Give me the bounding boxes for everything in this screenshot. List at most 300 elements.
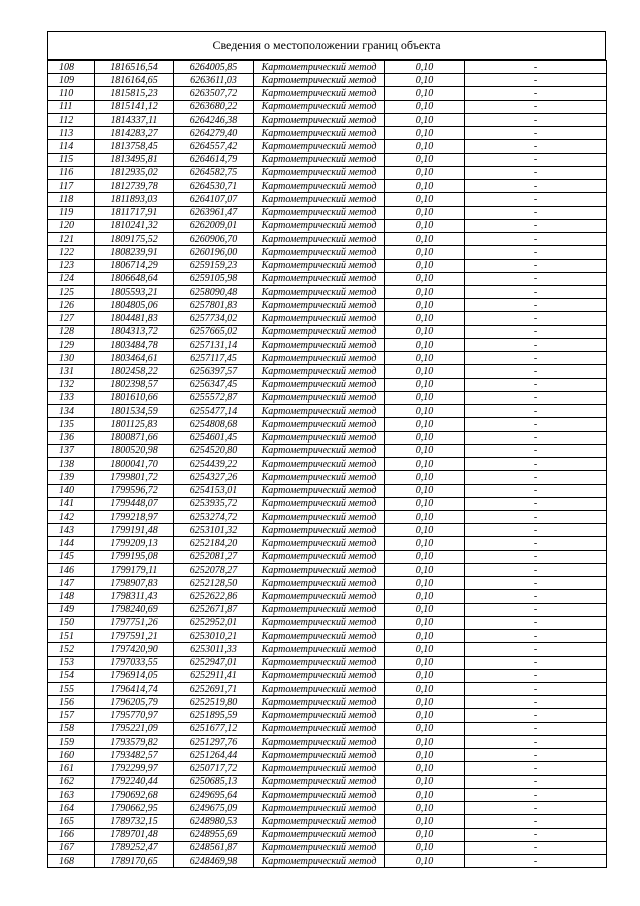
table-row <box>48 74 607 87</box>
accuracy-cell: 0,10 <box>385 140 465 153</box>
point-number-cell: 167 <box>48 841 95 854</box>
table-row <box>48 788 607 801</box>
accuracy-cell: 0,10 <box>385 828 465 841</box>
method-cell: Картометрический метод <box>254 497 385 510</box>
coord-x-cell: 1811717,91 <box>95 206 174 219</box>
coord-y-cell: 6248955,69 <box>174 828 254 841</box>
method-cell: Картометрический метод <box>254 616 385 629</box>
point-number-cell: 142 <box>48 510 95 523</box>
table-row <box>48 577 607 590</box>
table-row <box>48 325 607 338</box>
method-cell: Картометрический метод <box>254 709 385 722</box>
table-row <box>48 683 607 696</box>
accuracy-cell: 0,10 <box>385 166 465 179</box>
point-number-cell: 164 <box>48 802 95 815</box>
point-number-cell: 145 <box>48 550 95 563</box>
accuracy-cell: 0,10 <box>385 749 465 762</box>
description-cell: - <box>465 497 607 510</box>
coord-y-cell: 6251297,76 <box>174 735 254 748</box>
description-cell: - <box>465 233 607 246</box>
coord-y-cell: 6253274,72 <box>174 510 254 523</box>
description-cell: - <box>465 683 607 696</box>
coord-x-cell: 1792240,44 <box>95 775 174 788</box>
method-cell: Картометрический метод <box>254 378 385 391</box>
point-number-cell: 122 <box>48 246 95 259</box>
table-row <box>48 828 607 841</box>
coord-x-cell: 1803464,61 <box>95 352 174 365</box>
coord-y-cell: 6259105,98 <box>174 272 254 285</box>
coord-x-cell: 1797033,55 <box>95 656 174 669</box>
coord-y-cell: 6263680,22 <box>174 100 254 113</box>
method-cell: Картометрический метод <box>254 550 385 563</box>
accuracy-cell: 0,10 <box>385 418 465 431</box>
coord-x-cell: 1790662,95 <box>95 802 174 815</box>
description-cell: - <box>465 352 607 365</box>
description-cell: - <box>465 550 607 563</box>
table-row <box>48 656 607 669</box>
method-cell: Картометрический метод <box>254 312 385 325</box>
description-cell: - <box>465 365 607 378</box>
accuracy-cell: 0,10 <box>385 325 465 338</box>
point-number-cell: 166 <box>48 828 95 841</box>
description-cell: - <box>465 603 607 616</box>
point-number-cell: 110 <box>48 87 95 100</box>
accuracy-cell: 0,10 <box>385 272 465 285</box>
point-number-cell: 152 <box>48 643 95 656</box>
accuracy-cell: 0,10 <box>385 246 465 259</box>
description-cell: - <box>465 113 607 126</box>
method-cell: Картометрический метод <box>254 855 385 868</box>
coord-x-cell: 1799218,97 <box>95 510 174 523</box>
point-number-cell: 159 <box>48 735 95 748</box>
method-cell: Картометрический метод <box>254 193 385 206</box>
point-number-cell: 158 <box>48 722 95 735</box>
accuracy-cell: 0,10 <box>385 458 465 471</box>
point-number-cell: 112 <box>48 113 95 126</box>
coord-x-cell: 1798907,83 <box>95 577 174 590</box>
method-cell: Картометрический метод <box>254 100 385 113</box>
description-cell: - <box>465 193 607 206</box>
method-cell: Картометрический метод <box>254 352 385 365</box>
coord-x-cell: 1804313,72 <box>95 325 174 338</box>
method-cell: Картометрический метод <box>254 113 385 126</box>
coordinates-table-body <box>48 61 607 868</box>
point-number-cell: 131 <box>48 365 95 378</box>
accuracy-cell: 0,10 <box>385 471 465 484</box>
accuracy-cell: 0,10 <box>385 669 465 682</box>
description-cell: - <box>465 669 607 682</box>
table-row <box>48 815 607 828</box>
method-cell: Картометрический метод <box>254 74 385 87</box>
accuracy-cell: 0,10 <box>385 405 465 418</box>
coord-y-cell: 6256347,45 <box>174 378 254 391</box>
coord-x-cell: 1809175,52 <box>95 233 174 246</box>
coord-y-cell: 6257734,02 <box>174 312 254 325</box>
description-cell: - <box>465 325 607 338</box>
coord-x-cell: 1813495,81 <box>95 153 174 166</box>
description-cell: - <box>465 616 607 629</box>
table-row <box>48 259 607 272</box>
coord-y-cell: 6264614,79 <box>174 153 254 166</box>
method-cell: Картометрический метод <box>254 87 385 100</box>
point-number-cell: 135 <box>48 418 95 431</box>
table-row <box>48 696 607 709</box>
method-cell: Картометрический метод <box>254 405 385 418</box>
method-cell: Картометрический метод <box>254 140 385 153</box>
description-cell: - <box>465 630 607 643</box>
point-number-cell: 149 <box>48 603 95 616</box>
table-row <box>48 338 607 351</box>
method-cell: Картометрический метод <box>254 484 385 497</box>
table-row <box>48 378 607 391</box>
accuracy-cell: 0,10 <box>385 299 465 312</box>
point-number-cell: 118 <box>48 193 95 206</box>
coord-x-cell: 1795221,09 <box>95 722 174 735</box>
coord-x-cell: 1790692,68 <box>95 788 174 801</box>
coord-y-cell: 6257117,45 <box>174 352 254 365</box>
description-cell: - <box>465 405 607 418</box>
coord-x-cell: 1799448,07 <box>95 497 174 510</box>
point-number-cell: 130 <box>48 352 95 365</box>
table-row <box>48 630 607 643</box>
description-cell: - <box>465 563 607 576</box>
method-cell: Картометрический метод <box>254 444 385 457</box>
coord-y-cell: 6251264,44 <box>174 749 254 762</box>
description-cell: - <box>465 431 607 444</box>
description-cell: - <box>465 418 607 431</box>
table-row <box>48 352 607 365</box>
coord-y-cell: 6249695,64 <box>174 788 254 801</box>
coord-x-cell: 1802458,22 <box>95 365 174 378</box>
method-cell: Картометрический метод <box>254 391 385 404</box>
accuracy-cell: 0,10 <box>385 683 465 696</box>
point-number-cell: 161 <box>48 762 95 775</box>
coord-x-cell: 1806648,64 <box>95 272 174 285</box>
table-row <box>48 616 607 629</box>
point-number-cell: 153 <box>48 656 95 669</box>
point-number-cell: 127 <box>48 312 95 325</box>
table-row <box>48 418 607 431</box>
accuracy-cell: 0,10 <box>385 577 465 590</box>
coord-x-cell: 1799209,13 <box>95 537 174 550</box>
point-number-cell: 119 <box>48 206 95 219</box>
table-row <box>48 153 607 166</box>
coord-y-cell: 6262009,01 <box>174 219 254 232</box>
method-cell: Картометрический метод <box>254 683 385 696</box>
point-number-cell: 109 <box>48 74 95 87</box>
table-row <box>48 524 607 537</box>
coord-y-cell: 6256397,57 <box>174 365 254 378</box>
point-number-cell: 146 <box>48 563 95 576</box>
coord-x-cell: 1804805,06 <box>95 299 174 312</box>
accuracy-cell: 0,10 <box>385 510 465 523</box>
coord-y-cell: 6264005,85 <box>174 61 254 74</box>
coord-y-cell: 6248980,53 <box>174 815 254 828</box>
table-row <box>48 841 607 854</box>
method-cell: Картометрический метод <box>254 815 385 828</box>
point-number-cell: 134 <box>48 405 95 418</box>
description-cell: - <box>465 312 607 325</box>
accuracy-cell: 0,10 <box>385 603 465 616</box>
coord-y-cell: 6259159,23 <box>174 259 254 272</box>
point-number-cell: 151 <box>48 630 95 643</box>
description-cell: - <box>465 590 607 603</box>
method-cell: Картометрический метод <box>254 166 385 179</box>
accuracy-cell: 0,10 <box>385 61 465 74</box>
point-number-cell: 150 <box>48 616 95 629</box>
method-cell: Картометрический метод <box>254 299 385 312</box>
coord-x-cell: 1810241,32 <box>95 219 174 232</box>
description-cell: - <box>465 828 607 841</box>
coord-y-cell: 6263961,47 <box>174 206 254 219</box>
point-number-cell: 141 <box>48 497 95 510</box>
description-cell: - <box>465 338 607 351</box>
table-row <box>48 458 607 471</box>
table-row <box>48 550 607 563</box>
coord-x-cell: 1789732,15 <box>95 815 174 828</box>
method-cell: Картометрический метод <box>254 656 385 669</box>
accuracy-cell: 0,10 <box>385 444 465 457</box>
accuracy-cell: 0,10 <box>385 841 465 854</box>
method-cell: Картометрический метод <box>254 338 385 351</box>
accuracy-cell: 0,10 <box>385 524 465 537</box>
coord-x-cell: 1813758,45 <box>95 140 174 153</box>
coord-x-cell: 1789701,48 <box>95 828 174 841</box>
table-row <box>48 669 607 682</box>
coord-x-cell: 1798311,43 <box>95 590 174 603</box>
description-cell: - <box>465 696 607 709</box>
point-number-cell: 117 <box>48 180 95 193</box>
coord-x-cell: 1801125,83 <box>95 418 174 431</box>
description-cell: - <box>465 127 607 140</box>
description-cell: - <box>465 140 607 153</box>
table-row <box>48 127 607 140</box>
table-row <box>48 735 607 748</box>
table-row <box>48 497 607 510</box>
point-number-cell: 140 <box>48 484 95 497</box>
coord-x-cell: 1797591,21 <box>95 630 174 643</box>
method-cell: Картометрический метод <box>254 669 385 682</box>
point-number-cell: 162 <box>48 775 95 788</box>
point-number-cell: 115 <box>48 153 95 166</box>
point-number-cell: 147 <box>48 577 95 590</box>
point-number-cell: 138 <box>48 458 95 471</box>
coord-y-cell: 6260196,00 <box>174 246 254 259</box>
method-cell: Картометрический метод <box>254 510 385 523</box>
method-cell: Картометрический метод <box>254 603 385 616</box>
accuracy-cell: 0,10 <box>385 643 465 656</box>
coord-y-cell: 6252078,27 <box>174 563 254 576</box>
coord-y-cell: 6255477,14 <box>174 405 254 418</box>
point-number-cell: 128 <box>48 325 95 338</box>
table-row <box>48 113 607 126</box>
accuracy-cell: 0,10 <box>385 802 465 815</box>
accuracy-cell: 0,10 <box>385 590 465 603</box>
point-number-cell: 126 <box>48 299 95 312</box>
point-number-cell: 168 <box>48 855 95 868</box>
accuracy-cell: 0,10 <box>385 100 465 113</box>
table-row <box>48 312 607 325</box>
description-cell: - <box>465 510 607 523</box>
coord-y-cell: 6252519,80 <box>174 696 254 709</box>
coord-x-cell: 1792299,97 <box>95 762 174 775</box>
method-cell: Картометрический метод <box>254 272 385 285</box>
accuracy-cell: 0,10 <box>385 696 465 709</box>
coord-x-cell: 1793482,57 <box>95 749 174 762</box>
method-cell: Картометрический метод <box>254 471 385 484</box>
accuracy-cell: 0,10 <box>385 484 465 497</box>
method-cell: Картометрический метод <box>254 206 385 219</box>
table-row <box>48 510 607 523</box>
coord-y-cell: 6252911,41 <box>174 669 254 682</box>
point-number-cell: 137 <box>48 444 95 457</box>
coord-y-cell: 6249675,09 <box>174 802 254 815</box>
coord-y-cell: 6253935,72 <box>174 497 254 510</box>
method-cell: Картометрический метод <box>254 418 385 431</box>
description-cell: - <box>465 378 607 391</box>
table-row <box>48 166 607 179</box>
description-cell: - <box>465 788 607 801</box>
accuracy-cell: 0,10 <box>385 259 465 272</box>
table-row <box>48 722 607 735</box>
method-cell: Картометрический метод <box>254 775 385 788</box>
coord-y-cell: 6252947,01 <box>174 656 254 669</box>
method-cell: Картометрический метод <box>254 458 385 471</box>
description-cell: - <box>465 577 607 590</box>
description-cell: - <box>465 100 607 113</box>
description-cell: - <box>465 855 607 868</box>
table-row <box>48 61 607 74</box>
table-row <box>48 285 607 298</box>
table-row <box>48 272 607 285</box>
coord-y-cell: 6258090,48 <box>174 285 254 298</box>
method-cell: Картометрический метод <box>254 365 385 378</box>
coord-x-cell: 1811893,03 <box>95 193 174 206</box>
method-cell: Картометрический метод <box>254 630 385 643</box>
description-cell: - <box>465 735 607 748</box>
method-cell: Картометрический метод <box>254 325 385 338</box>
description-cell: - <box>465 841 607 854</box>
method-cell: Картометрический метод <box>254 590 385 603</box>
description-cell: - <box>465 219 607 232</box>
coord-y-cell: 6251895,59 <box>174 709 254 722</box>
description-cell: - <box>465 815 607 828</box>
method-cell: Картометрический метод <box>254 431 385 444</box>
accuracy-cell: 0,10 <box>385 352 465 365</box>
description-cell: - <box>465 709 607 722</box>
table-row <box>48 431 607 444</box>
coord-y-cell: 6252081,27 <box>174 550 254 563</box>
accuracy-cell: 0,10 <box>385 855 465 868</box>
coord-x-cell: 1805593,21 <box>95 285 174 298</box>
description-cell: - <box>465 524 607 537</box>
coord-x-cell: 1789252,47 <box>95 841 174 854</box>
method-cell: Картометрический метод <box>254 749 385 762</box>
accuracy-cell: 0,10 <box>385 338 465 351</box>
coord-y-cell: 6264279,40 <box>174 127 254 140</box>
coord-y-cell: 6264582,75 <box>174 166 254 179</box>
point-number-cell: 114 <box>48 140 95 153</box>
accuracy-cell: 0,10 <box>385 285 465 298</box>
accuracy-cell: 0,10 <box>385 616 465 629</box>
accuracy-cell: 0,10 <box>385 563 465 576</box>
coord-y-cell: 6252128,50 <box>174 577 254 590</box>
coord-y-cell: 6254808,68 <box>174 418 254 431</box>
point-number-cell: 120 <box>48 219 95 232</box>
method-cell: Картометрический метод <box>254 219 385 232</box>
method-cell: Картометрический метод <box>254 285 385 298</box>
document-sheet <box>47 31 606 868</box>
coord-x-cell: 1816516,54 <box>95 61 174 74</box>
method-cell: Картометрический метод <box>254 577 385 590</box>
coord-x-cell: 1800041,70 <box>95 458 174 471</box>
description-cell: - <box>465 299 607 312</box>
description-cell: - <box>465 272 607 285</box>
table-row <box>48 484 607 497</box>
point-number-cell: 154 <box>48 669 95 682</box>
description-cell: - <box>465 775 607 788</box>
coord-x-cell: 1802398,57 <box>95 378 174 391</box>
method-cell: Картометрический метод <box>254 153 385 166</box>
coord-y-cell: 6264557,42 <box>174 140 254 153</box>
accuracy-cell: 0,10 <box>385 391 465 404</box>
accuracy-cell: 0,10 <box>385 709 465 722</box>
method-cell: Картометрический метод <box>254 61 385 74</box>
method-cell: Картометрический метод <box>254 524 385 537</box>
point-number-cell: 165 <box>48 815 95 828</box>
coord-x-cell: 1799801,72 <box>95 471 174 484</box>
method-cell: Картометрический метод <box>254 643 385 656</box>
description-cell: - <box>465 166 607 179</box>
coord-x-cell: 1808239,91 <box>95 246 174 259</box>
accuracy-cell: 0,10 <box>385 312 465 325</box>
table-row <box>48 855 607 868</box>
coord-x-cell: 1793579,82 <box>95 735 174 748</box>
coord-x-cell: 1801610,66 <box>95 391 174 404</box>
coord-y-cell: 6248561,87 <box>174 841 254 854</box>
point-number-cell: 113 <box>48 127 95 140</box>
description-cell: - <box>465 762 607 775</box>
accuracy-cell: 0,10 <box>385 233 465 246</box>
coord-y-cell: 6254439,22 <box>174 458 254 471</box>
description-cell: - <box>465 285 607 298</box>
method-cell: Картометрический метод <box>254 802 385 815</box>
description-cell: - <box>465 61 607 74</box>
table-row <box>48 643 607 656</box>
table-row <box>48 219 607 232</box>
method-cell: Картометрический метод <box>254 259 385 272</box>
description-cell: - <box>465 206 607 219</box>
point-number-cell: 111 <box>48 100 95 113</box>
coord-x-cell: 1796205,79 <box>95 696 174 709</box>
point-number-cell: 155 <box>48 683 95 696</box>
coord-x-cell: 1796914,05 <box>95 669 174 682</box>
accuracy-cell: 0,10 <box>385 87 465 100</box>
coord-x-cell: 1806714,29 <box>95 259 174 272</box>
coord-x-cell: 1800520,98 <box>95 444 174 457</box>
table-row <box>48 100 607 113</box>
description-cell: - <box>465 643 607 656</box>
description-cell: - <box>465 87 607 100</box>
description-cell: - <box>465 656 607 669</box>
table-row <box>48 140 607 153</box>
coord-y-cell: 6253011,33 <box>174 643 254 656</box>
coord-y-cell: 6252671,87 <box>174 603 254 616</box>
method-cell: Картометрический метод <box>254 841 385 854</box>
accuracy-cell: 0,10 <box>385 206 465 219</box>
point-number-cell: 160 <box>48 749 95 762</box>
coord-x-cell: 1814283,27 <box>95 127 174 140</box>
